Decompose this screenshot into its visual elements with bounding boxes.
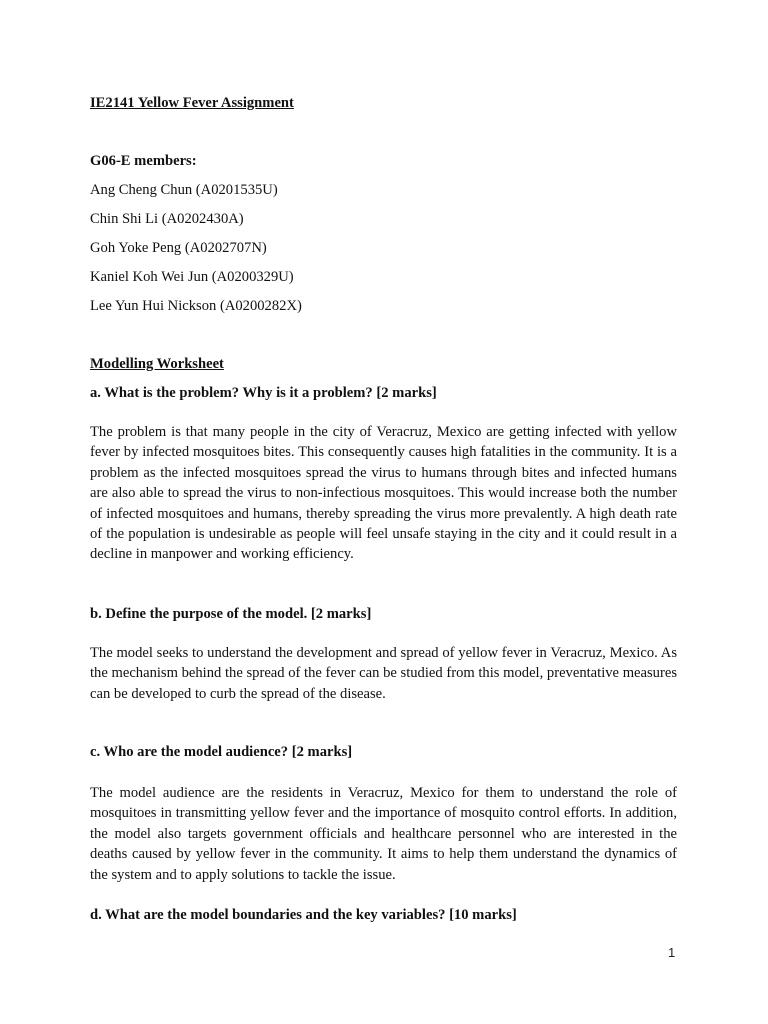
member-item: Kaniel Koh Wei Jun (A0200329U) xyxy=(90,269,294,285)
answer-b-paragraph: The model seeks to understand the development and spread of yellow fever in Veracruz, Mexico. As the mechanism behind the spread of the fever can be studied from this model, preventative measures can be developed to curb the spread of the disease. xyxy=(90,645,677,702)
question-d-heading: d. What are the model boundaries and the key variables? [10 marks] xyxy=(90,907,517,923)
answer-c-paragraph: The model audience are the residents in Veracruz, Mexico for them to understand the role of mosquitoes in transmitting yellow fever and the importance of mosquito control efforts. In addition, the model also targets government officials and healthcare personnel who are interested in the deaths caused by yellow fever in the community. It aims to help them understand the dynamics of the system and to apply solutions to tackle the issue. xyxy=(90,785,677,883)
member-item: Lee Yun Hui Nickson (A0200282X) xyxy=(90,298,302,314)
document-title: IE2141 Yellow Fever Assignment xyxy=(90,95,294,111)
members-heading: G06-E members: xyxy=(90,153,197,169)
page-number: 1 xyxy=(668,945,676,960)
worksheet-heading: Modelling Worksheet xyxy=(90,356,224,372)
question-a-heading: a. What is the problem? Why is it a problem? [2 marks] xyxy=(90,385,437,401)
answer-a-paragraph: The problem is that many people in the city of Veracruz, Mexico are getting infected with yellow fever by infected mosquitoes bites. This consequently causes high fatalities in the community. It is a problem as the infected mosquitoes spread the virus to humans through bites and infected humans are also able to spread the virus to non-infectious mosquitoes. This would increase both the number of infected mosquitoes and humans, thereby spreading the virus more prevalently. A high death rate of the population is undesirable as people will feel unsafe staying in the city and it could result in a decline in manpower and working efficiency. xyxy=(90,424,677,563)
question-c-heading: c. Who are the model audience? [2 marks] xyxy=(90,744,353,760)
question-b-heading: b. Define the purpose of the model. [2 marks] xyxy=(90,606,372,622)
member-item: Chin Shi Li (A0202430A) xyxy=(90,211,244,227)
member-item: Goh Yoke Peng (A0202707N) xyxy=(90,240,267,256)
member-item: Ang Cheng Chun (A0201535U) xyxy=(90,182,278,198)
